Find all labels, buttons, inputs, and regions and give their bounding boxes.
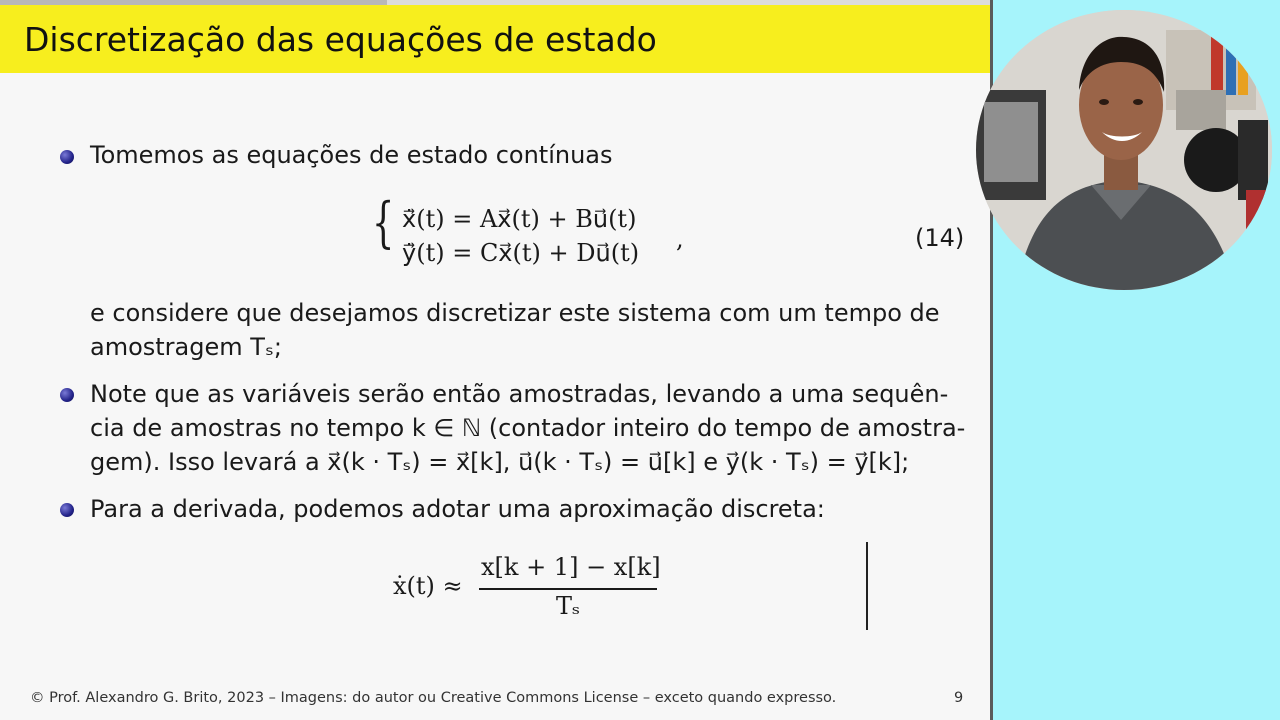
fraction-bar xyxy=(479,588,657,590)
equation-trailing-comma: , xyxy=(676,225,684,253)
bullet-3-text: Para a derivada, podemos adotar uma aproximação discreta: xyxy=(90,495,825,523)
text-cursor xyxy=(866,542,868,630)
bullet-icon xyxy=(60,150,74,164)
equation-line-1: x⃗̇(t) = Ax⃗(t) + Bu⃗(t) xyxy=(402,205,637,233)
continuation-line-1: e considere que desejamos discretizar este sistema com um tempo de xyxy=(90,299,940,327)
page-number: 9 xyxy=(954,690,964,706)
bullet-1-text: Tomemos as equações de estado contínuas xyxy=(90,141,613,169)
slide-title: Discretização das equações de estado xyxy=(24,20,657,59)
bullet-icon xyxy=(60,388,74,402)
left-brace-icon: { xyxy=(372,191,395,254)
bullet-2-line-3: gem). Isso levará a x⃗(k · Tₛ) = x⃗[k], u⃗(k · Tₛ) = u⃗[k] e y⃗(k · Tₛ) = y⃗[k]; xyxy=(90,448,910,476)
title-bar xyxy=(0,5,990,73)
approx-lhs: ẋ(t) ≈ xyxy=(393,572,463,600)
continuation-line-2: amostragem Tₛ; xyxy=(90,333,282,361)
bullet-icon xyxy=(60,503,74,517)
footer-credit: © Prof. Alexandro G. Brito, 2023 – Imagens: do autor ou Creative Commons License – exceto quando expresso. xyxy=(30,690,837,706)
approx-numerator: x[k + 1] − x[k] xyxy=(481,553,661,581)
presenter-video-icon xyxy=(976,10,1272,290)
approx-denominator: Tₛ xyxy=(556,592,581,620)
equation-line-2: y⃗̇(t) = Cx⃗(t) + Du⃗(t) xyxy=(402,239,640,267)
bullet-2-line-2: cia de amostras no tempo k ∈ ℕ (contador inteiro do tempo de amostra- xyxy=(90,414,966,442)
webcam-overlay xyxy=(976,10,1272,290)
equation-number: (14) xyxy=(915,224,965,252)
bullet-2-line-1: Note que as variáveis serão então amostradas, levando a uma sequên- xyxy=(90,380,949,408)
